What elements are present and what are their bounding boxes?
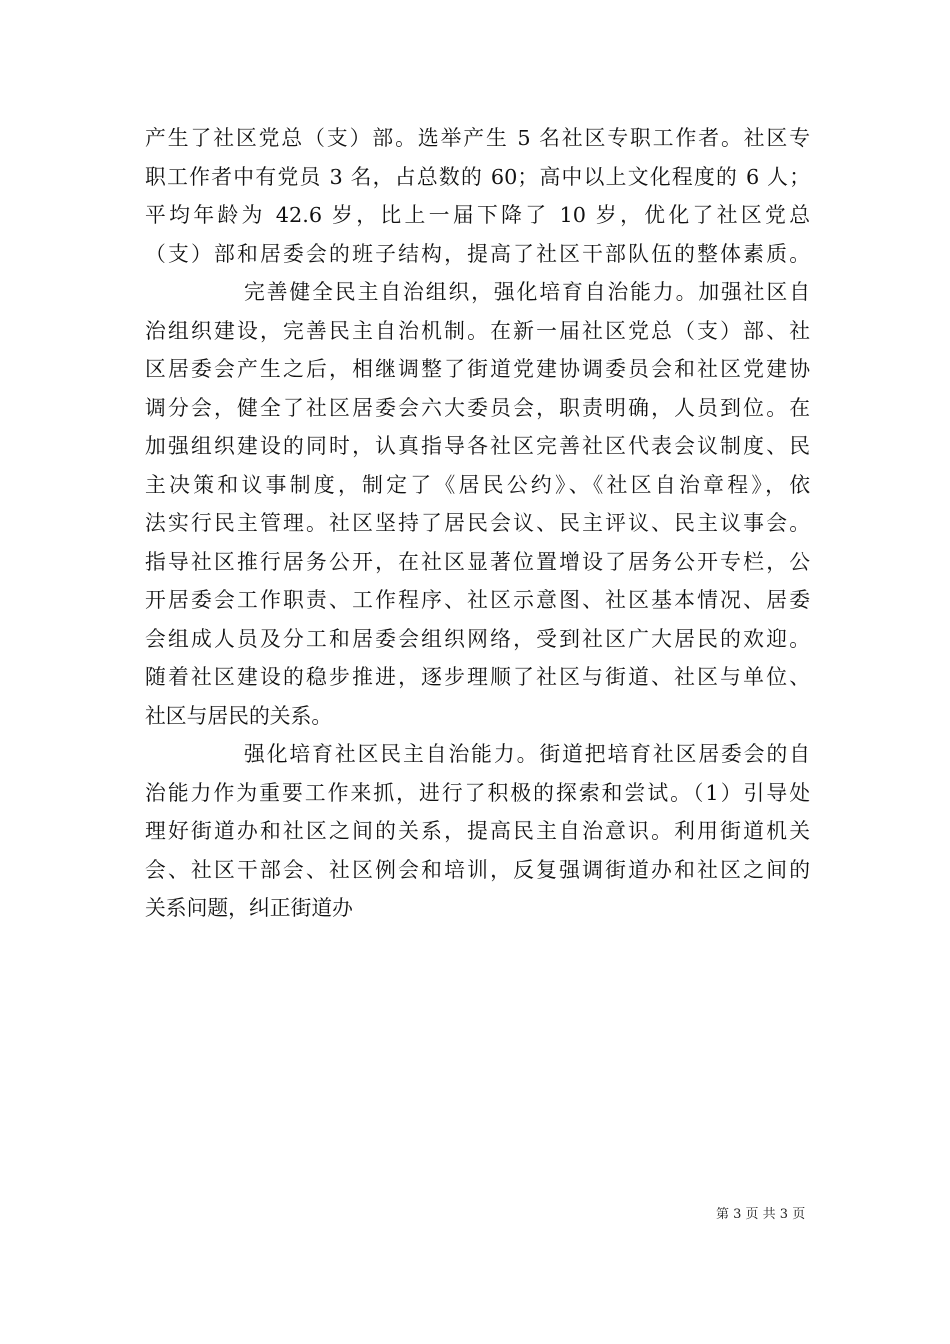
paragraph-1-line-3: 平均年龄为 42.6 岁，比上一届下降了 10 岁，优化了社区党总 <box>145 203 810 227</box>
paragraph-2-line-5: 加强组织建设的同时，认真指导各社区完善社区代表会议制度、民 <box>145 434 810 458</box>
paragraph-2-line-2: 治组织建设，完善民主自治机制。在新一届社区党总（支）部、社 <box>145 318 810 343</box>
paragraph-3-line-3: 理好街道办和社区之间的关系，提高民主自治意识。利用街道机关 <box>145 819 810 843</box>
page-number-footer: 第 3 页 共 3 页 <box>716 1207 806 1222</box>
paragraph-2-line-12: 社区与居民的关系。 <box>145 703 333 728</box>
paragraph-3-line-1: 强化培育社区民主自治能力。街道把培育社区居委会的自 <box>244 742 810 766</box>
paragraph-1-line-1: 产生了社区党总（支）部。选举产生 5 名社区专职工作者。社区专 <box>145 126 810 150</box>
paragraph-2-line-4: 调分会，健全了社区居委会六大委员会，职责明确，人员到位。在 <box>145 395 810 420</box>
paragraph-2-line-9: 开居委会工作职责、工作程序、社区示意图、社区基本情况、居委 <box>145 588 810 612</box>
paragraph-2-line-7: 法实行民主管理。社区坚持了居民会议、民主评议、民主议事会。 <box>145 511 810 535</box>
paragraph-1-line-4: （支）部和居委会的班子结构，提高了社区干部队伍的整体素质。 <box>145 241 810 266</box>
paragraph-2-line-11: 随着社区建设的稳步推进，逐步理顺了社区与街道、社区与单位、 <box>145 665 810 689</box>
paragraph-2-line-3: 区居委会产生之后，相继调整了街道党建协调委员会和社区党建协 <box>145 357 810 381</box>
paragraph-3-line-4: 会、社区干部会、社区例会和培训，反复强调街道办和社区之间的 <box>145 857 810 882</box>
paragraph-3-line-5: 关系问题，纠正街道办 <box>145 896 353 920</box>
body-text <box>145 119 810 928</box>
paragraph-2-line-10: 会组成人员及分工和居委会组织网络，受到社区广大居民的欢迎。 <box>145 626 810 651</box>
paragraph-1-line-2: 职工作者中有党员 3 名，占总数的 60；高中以上文化程度的 6 人； <box>145 164 810 189</box>
paragraph-2-line-6: 主决策和议事制度，制定了《居民公约》、《社区自治章程》，依 <box>145 472 810 497</box>
paragraph-2-line-1: 完善健全民主自治组织，强化培育自治能力。加强社区自 <box>244 280 810 304</box>
paragraph-2-line-8: 指导社区推行居务公开，在社区显著位置增设了居务公开专栏，公 <box>145 549 810 574</box>
paragraph-3-line-2: 治能力作为重要工作来抓，进行了积极的探索和尝试。（1）引导处 <box>145 780 810 805</box>
